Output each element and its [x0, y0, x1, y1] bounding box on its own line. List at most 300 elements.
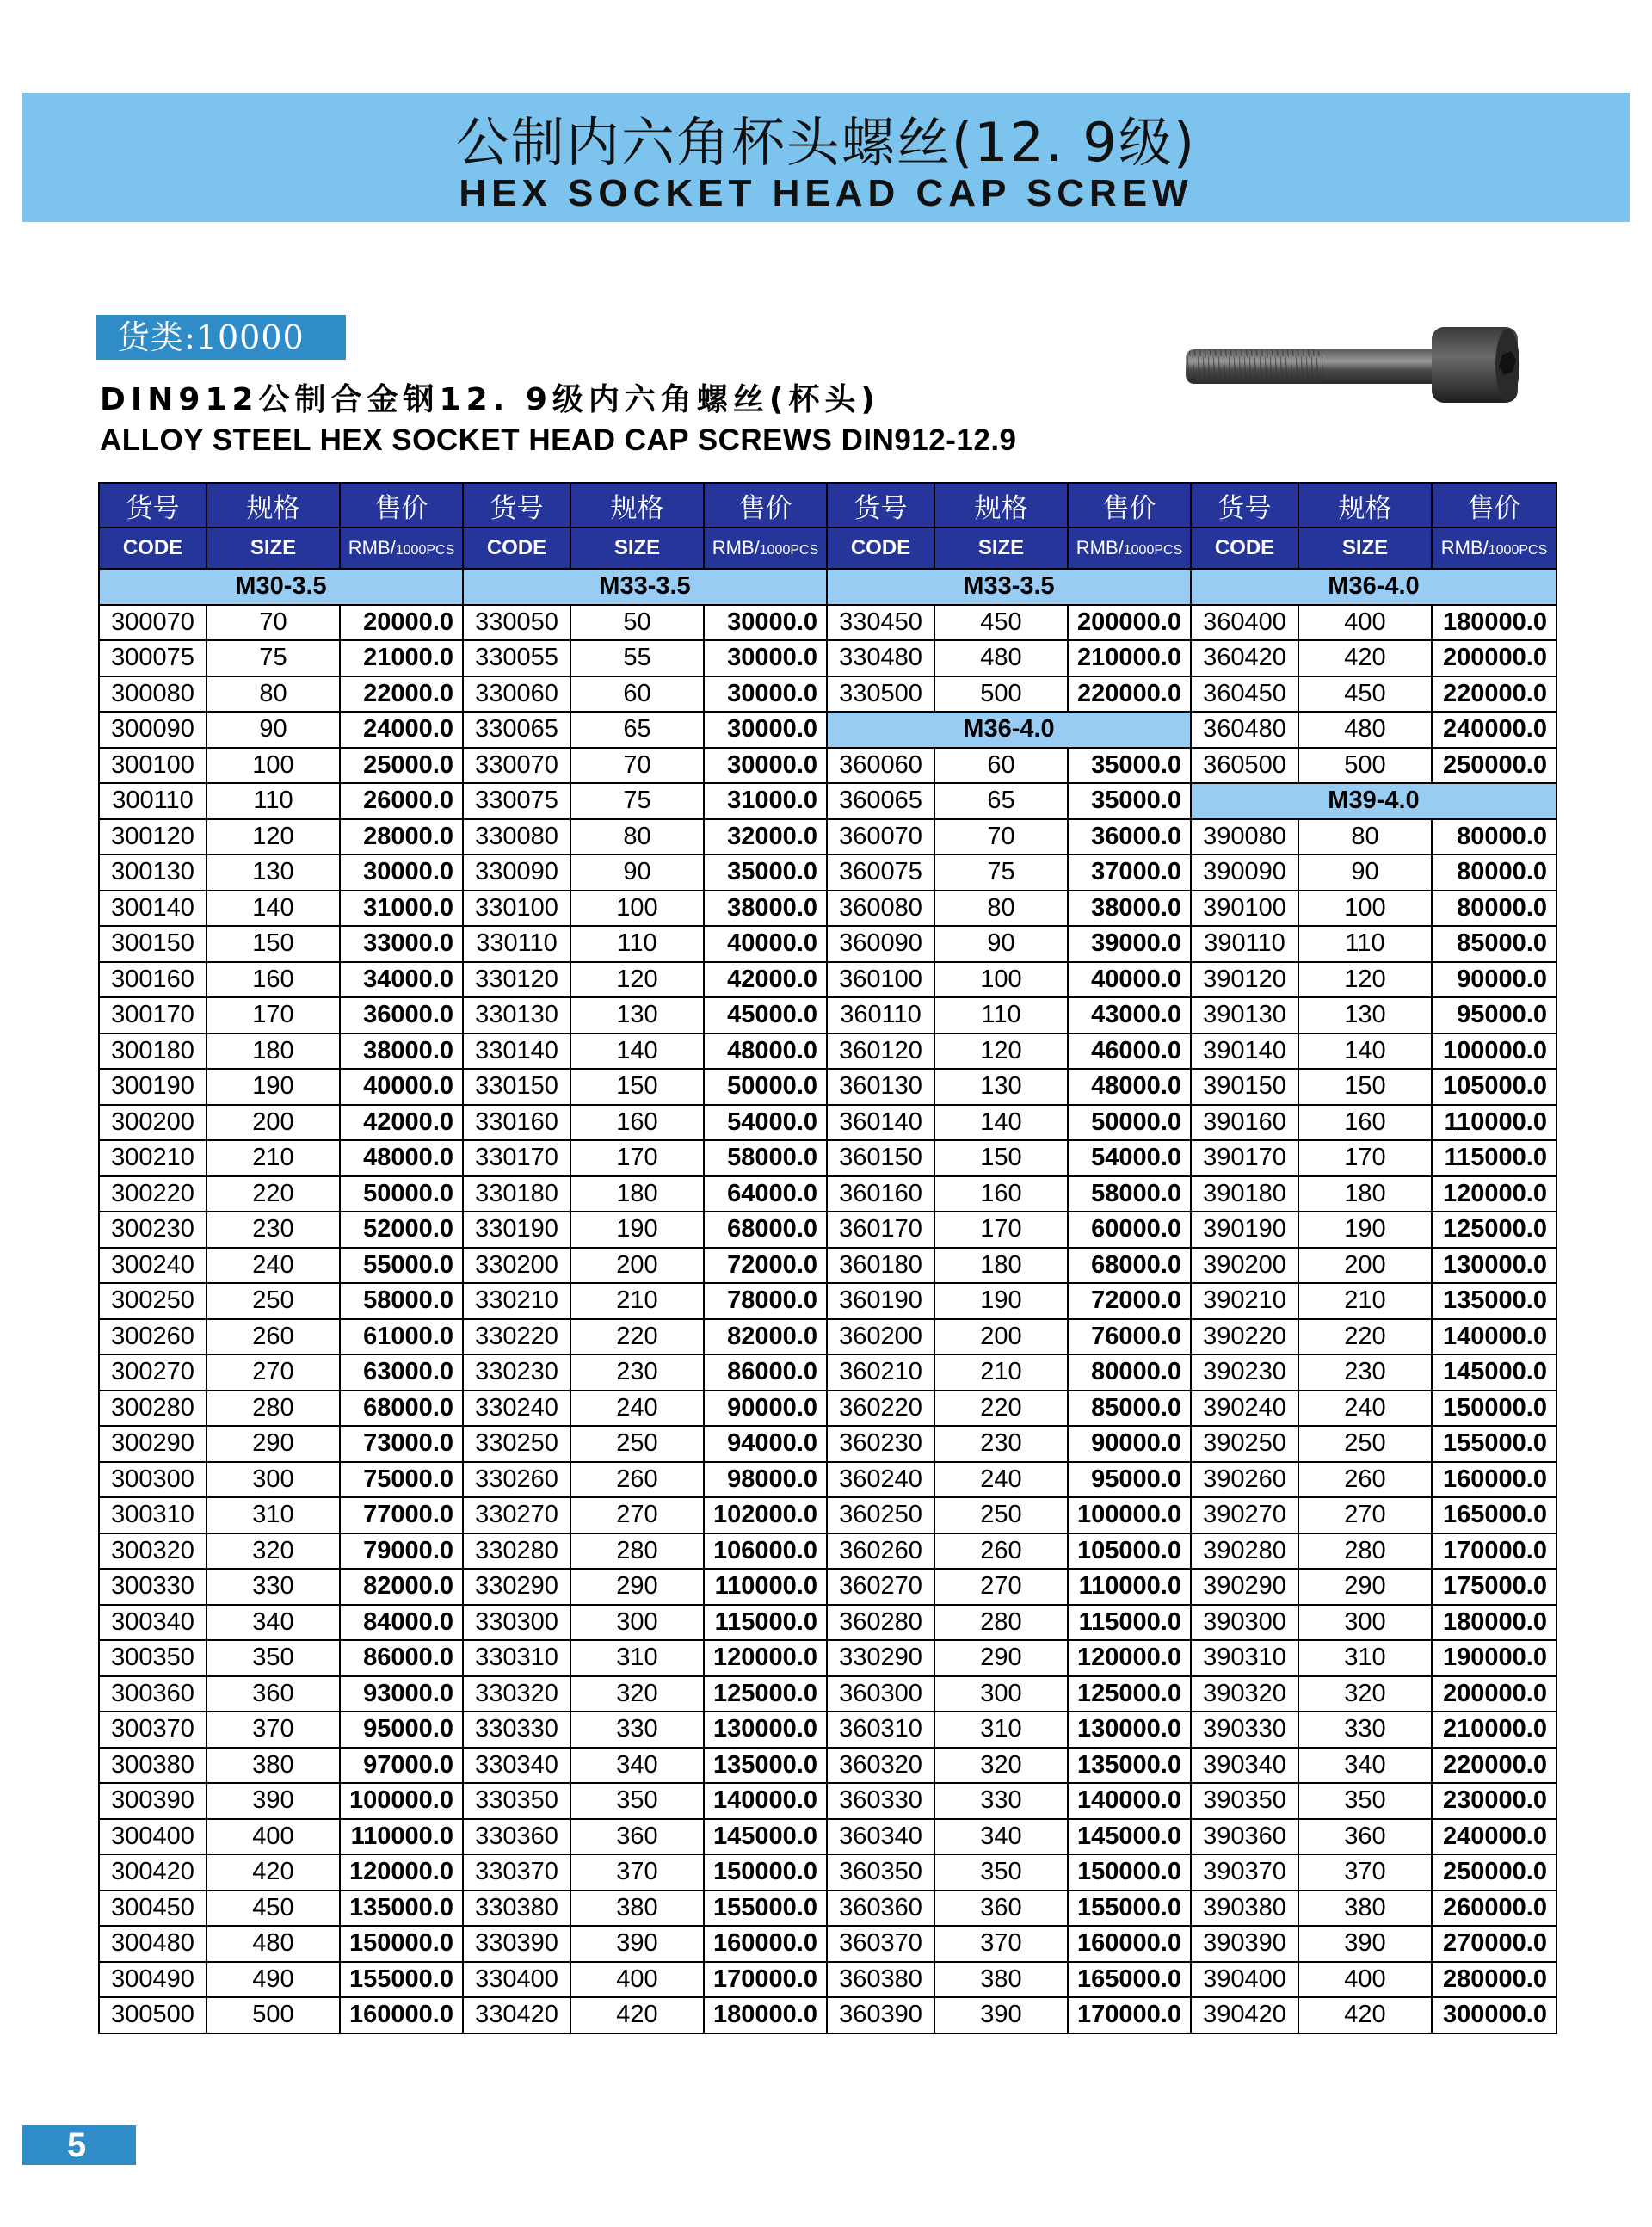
- price-cell: 35000.0: [704, 854, 827, 891]
- size-cell: 360: [570, 1819, 704, 1855]
- size-cell: 290: [934, 1640, 1068, 1676]
- price-cell: 43000.0: [1068, 997, 1191, 1033]
- table-row: [99, 1426, 1556, 1462]
- code-cell: 330050: [463, 605, 570, 641]
- price-cell: 100000.0: [1432, 1033, 1556, 1070]
- size-cell: 120: [934, 1033, 1068, 1070]
- size-cell: 480: [1298, 712, 1432, 748]
- price-cell: 68000.0: [704, 1212, 827, 1248]
- size-cell: 250: [934, 1497, 1068, 1533]
- size-cell: 270: [1298, 1497, 1432, 1533]
- price-cell: 105000.0: [1068, 1533, 1191, 1570]
- size-cell: 150: [934, 1140, 1068, 1176]
- table-row: [99, 1176, 1556, 1212]
- price-cell: 40000.0: [340, 1069, 463, 1105]
- table-row: [99, 1819, 1556, 1855]
- size-cell: 250: [570, 1426, 704, 1462]
- table-row: [99, 1140, 1556, 1176]
- header-size-en: SIZE: [206, 527, 340, 569]
- size-cell: 330: [206, 1569, 340, 1605]
- size-cell: 180: [206, 1033, 340, 1070]
- price-cell: 155000.0: [704, 1891, 827, 1927]
- header-price-unit: [1068, 527, 1191, 569]
- price-cell: 250000.0: [1432, 1854, 1556, 1891]
- code-cell: 390290: [1191, 1569, 1298, 1605]
- price-cell: 48000.0: [1068, 1069, 1191, 1105]
- price-cell: 95000.0: [1068, 1462, 1191, 1498]
- size-cell: 320: [206, 1533, 340, 1570]
- price-cell: 35000.0: [1068, 783, 1191, 819]
- price-cell: 200000.0: [1432, 640, 1556, 676]
- price-cell: 135000.0: [1432, 1283, 1556, 1319]
- price-cell: 20000.0: [340, 605, 463, 641]
- table-row: [99, 891, 1556, 927]
- size-cell: 80: [934, 891, 1068, 927]
- table-row: [99, 748, 1556, 784]
- size-cell: 190: [570, 1212, 704, 1248]
- size-cell: 70: [570, 748, 704, 784]
- price-cell: 250000.0: [1432, 748, 1556, 784]
- table-row: [99, 1533, 1556, 1570]
- header-size-en: SIZE: [934, 527, 1068, 569]
- price-cell: 170000.0: [1432, 1533, 1556, 1570]
- code-cell: 300290: [99, 1426, 206, 1462]
- size-cell: 230: [1298, 1354, 1432, 1391]
- size-cell: 210: [206, 1140, 340, 1176]
- size-cell: 90: [1298, 854, 1432, 891]
- price-cell: 100000.0: [340, 1783, 463, 1819]
- price-cell: 125000.0: [1432, 1212, 1556, 1248]
- size-cell: 80: [570, 819, 704, 855]
- size-cell: 110: [206, 783, 340, 819]
- code-cell: 360390: [827, 1997, 934, 2033]
- size-cell: 240: [570, 1391, 704, 1427]
- table-row: [99, 1105, 1556, 1141]
- size-cell: 390: [1298, 1926, 1432, 1962]
- size-cell: 140: [934, 1105, 1068, 1141]
- code-cell: 300380: [99, 1748, 206, 1784]
- code-cell: 300075: [99, 640, 206, 676]
- table-row: [99, 1712, 1556, 1748]
- size-cell: 65: [570, 712, 704, 748]
- code-cell: 300070: [99, 605, 206, 641]
- code-cell: 360300: [827, 1676, 934, 1712]
- price-cell: 35000.0: [1068, 748, 1191, 784]
- code-cell: 330140: [463, 1033, 570, 1070]
- code-cell: 330300: [463, 1605, 570, 1641]
- table-row: [99, 1962, 1556, 1998]
- size-cell: 310: [934, 1712, 1068, 1748]
- size-cell: 130: [206, 854, 340, 891]
- price-table: [98, 482, 1557, 2034]
- price-cell: 240000.0: [1432, 1819, 1556, 1855]
- code-cell: 390360: [1191, 1819, 1298, 1855]
- code-cell: 300170: [99, 997, 206, 1033]
- table-row: [99, 1676, 1556, 1712]
- code-cell: 330290: [827, 1640, 934, 1676]
- code-cell: 390270: [1191, 1497, 1298, 1533]
- price-cell: 21000.0: [340, 640, 463, 676]
- price-cell: 135000.0: [1068, 1748, 1191, 1784]
- price-cell: 75000.0: [340, 1462, 463, 1498]
- price-cell: 280000.0: [1432, 1962, 1556, 1998]
- code-cell: 360065: [827, 783, 934, 819]
- code-cell: 330070: [463, 748, 570, 784]
- price-unit-pcs: 1000PCS: [395, 543, 455, 558]
- code-cell: 330390: [463, 1926, 570, 1962]
- price-cell: 40000.0: [704, 926, 827, 962]
- price-cell: 76000.0: [1068, 1319, 1191, 1355]
- size-cell: 210: [570, 1283, 704, 1319]
- size-cell: 190: [206, 1069, 340, 1105]
- size-cell: 190: [1298, 1212, 1432, 1248]
- code-cell: 330150: [463, 1069, 570, 1105]
- size-cell: 300: [1298, 1605, 1432, 1641]
- size-cell: 200: [934, 1319, 1068, 1355]
- code-cell: 360320: [827, 1748, 934, 1784]
- price-cell: 82000.0: [340, 1569, 463, 1605]
- size-cell: 130: [570, 997, 704, 1033]
- size-cell: 310: [570, 1640, 704, 1676]
- size-cell: 220: [206, 1176, 340, 1212]
- code-cell: 330220: [463, 1319, 570, 1355]
- size-cell: 110: [934, 997, 1068, 1033]
- price-cell: 260000.0: [1432, 1891, 1556, 1927]
- price-cell: 22000.0: [340, 676, 463, 713]
- size-group-header: M36-4.0: [1191, 569, 1556, 605]
- size-group-header: M33-3.5: [463, 569, 827, 605]
- price-cell: 210000.0: [1432, 1712, 1556, 1748]
- size-cell: 75: [206, 640, 340, 676]
- price-cell: 64000.0: [704, 1176, 827, 1212]
- table-row: [99, 1783, 1556, 1819]
- table-row: [99, 1605, 1556, 1641]
- code-cell: 360090: [827, 926, 934, 962]
- code-cell: 330340: [463, 1748, 570, 1784]
- code-cell: 360340: [827, 1819, 934, 1855]
- size-cell: 320: [934, 1748, 1068, 1784]
- price-cell: 50000.0: [704, 1069, 827, 1105]
- size-cell: 180: [1298, 1176, 1432, 1212]
- size-cell: 380: [206, 1748, 340, 1784]
- code-cell: 300190: [99, 1069, 206, 1105]
- header-code-en: CODE: [99, 527, 206, 569]
- code-cell: 360210: [827, 1354, 934, 1391]
- price-cell: 80000.0: [1432, 891, 1556, 927]
- code-cell: 390400: [1191, 1962, 1298, 1998]
- table-row: [99, 1926, 1556, 1962]
- code-cell: 360100: [827, 962, 934, 998]
- code-cell: 360480: [1191, 712, 1298, 748]
- price-cell: 270000.0: [1432, 1926, 1556, 1962]
- price-unit-pcs: 1000PCS: [759, 543, 819, 558]
- code-cell: 300180: [99, 1033, 206, 1070]
- price-cell: 58000.0: [1068, 1176, 1191, 1212]
- code-cell: 360220: [827, 1391, 934, 1427]
- header-code-en: CODE: [827, 527, 934, 569]
- size-cell: 340: [1298, 1748, 1432, 1784]
- size-cell: 370: [1298, 1854, 1432, 1891]
- price-cell: 97000.0: [340, 1748, 463, 1784]
- header-size-cn: 规格: [1298, 483, 1432, 527]
- code-cell: 300400: [99, 1819, 206, 1855]
- code-cell: 330260: [463, 1462, 570, 1498]
- header-size-cn: 规格: [570, 483, 704, 527]
- code-cell: 390220: [1191, 1319, 1298, 1355]
- code-cell: 390350: [1191, 1783, 1298, 1819]
- size-cell: 420: [206, 1854, 340, 1891]
- price-cell: 155000.0: [1432, 1426, 1556, 1462]
- size-cell: 260: [206, 1319, 340, 1355]
- size-cell: 55: [570, 640, 704, 676]
- code-cell: 390300: [1191, 1605, 1298, 1641]
- price-cell: 180000.0: [1432, 1605, 1556, 1641]
- code-cell: 390200: [1191, 1248, 1298, 1284]
- code-cell: 330180: [463, 1176, 570, 1212]
- size-cell: 220: [934, 1391, 1068, 1427]
- price-cell: 115000.0: [704, 1605, 827, 1641]
- price-cell: 220000.0: [1432, 676, 1556, 713]
- code-cell: 330420: [463, 1997, 570, 2033]
- size-cell: 300: [206, 1462, 340, 1498]
- price-cell: 220000.0: [1068, 676, 1191, 713]
- price-cell: 80000.0: [1068, 1354, 1191, 1391]
- price-cell: 79000.0: [340, 1533, 463, 1570]
- code-cell: 390130: [1191, 997, 1298, 1033]
- size-cell: 150: [1298, 1069, 1432, 1105]
- screw-image: [1182, 322, 1526, 408]
- size-cell: 420: [570, 1997, 704, 2033]
- code-cell: 300370: [99, 1712, 206, 1748]
- size-cell: 280: [570, 1533, 704, 1570]
- header-price-unit: [704, 527, 827, 569]
- header-row-en: [99, 527, 1556, 569]
- price-cell: 55000.0: [340, 1248, 463, 1284]
- price-cell: 28000.0: [340, 819, 463, 855]
- code-cell: 390160: [1191, 1105, 1298, 1141]
- price-cell: 77000.0: [340, 1497, 463, 1533]
- size-cell: 290: [206, 1426, 340, 1462]
- price-unit-pcs: 1000PCS: [1488, 543, 1548, 558]
- price-cell: 120000.0: [1068, 1640, 1191, 1676]
- price-cell: 130000.0: [1432, 1248, 1556, 1284]
- page-title-cn: 公制内六角杯头螺丝(12. 9级): [455, 111, 1197, 174]
- price-cell: 30000.0: [704, 640, 827, 676]
- size-group-header: M30-3.5: [99, 569, 463, 605]
- size-cell: 170: [206, 997, 340, 1033]
- header-price-cn: 售价: [340, 483, 463, 527]
- header-price-unit: [340, 527, 463, 569]
- table-row: [99, 1319, 1556, 1355]
- size-cell: 220: [570, 1319, 704, 1355]
- size-cell: 400: [570, 1962, 704, 1998]
- size-cell: 100: [1298, 891, 1432, 927]
- code-cell: 390370: [1191, 1854, 1298, 1891]
- code-cell: 300140: [99, 891, 206, 927]
- size-cell: 160: [206, 962, 340, 998]
- price-cell: 73000.0: [340, 1426, 463, 1462]
- code-cell: 360120: [827, 1033, 934, 1070]
- size-cell: 240: [206, 1248, 340, 1284]
- code-cell: 360140: [827, 1105, 934, 1141]
- code-cell: 390340: [1191, 1748, 1298, 1784]
- code-cell: 360110: [827, 997, 934, 1033]
- price-unit-label: RMB/: [1440, 537, 1489, 558]
- code-cell: 360250: [827, 1497, 934, 1533]
- price-cell: 90000.0: [1068, 1426, 1191, 1462]
- size-cell: 310: [206, 1497, 340, 1533]
- code-cell: 330060: [463, 676, 570, 713]
- code-cell: 300330: [99, 1569, 206, 1605]
- size-cell: 450: [934, 605, 1068, 641]
- code-cell: 330240: [463, 1391, 570, 1427]
- price-cell: 155000.0: [340, 1962, 463, 1998]
- size-cell: 200: [1298, 1248, 1432, 1284]
- size-cell: 390: [206, 1783, 340, 1819]
- price-cell: 86000.0: [704, 1354, 827, 1391]
- size-cell: 500: [206, 1997, 340, 2033]
- category-label: 货类:10000: [96, 315, 346, 360]
- code-cell: 330170: [463, 1140, 570, 1176]
- size-cell: 290: [1298, 1569, 1432, 1605]
- price-cell: 130000.0: [704, 1712, 827, 1748]
- price-cell: 42000.0: [704, 962, 827, 998]
- price-cell: 78000.0: [704, 1283, 827, 1319]
- price-cell: 190000.0: [1432, 1640, 1556, 1676]
- code-cell: 330320: [463, 1676, 570, 1712]
- size-cell: 390: [934, 1997, 1068, 2033]
- price-cell: 85000.0: [1432, 926, 1556, 962]
- table-row: [99, 1462, 1556, 1498]
- title-banner: [22, 93, 1630, 222]
- table-row: [99, 783, 1556, 819]
- code-cell: 330350: [463, 1783, 570, 1819]
- code-cell: 330120: [463, 962, 570, 998]
- price-cell: 93000.0: [340, 1676, 463, 1712]
- code-cell: 300240: [99, 1248, 206, 1284]
- code-cell: 330090: [463, 854, 570, 891]
- size-cell: 130: [1298, 997, 1432, 1033]
- size-cell: 120: [206, 819, 340, 855]
- table-row: [99, 854, 1556, 891]
- price-cell: 200000.0: [1068, 605, 1191, 641]
- subtitle-en: ALLOY STEEL HEX SOCKET HEAD CAP SCREWS DIN912-12.9: [100, 423, 1017, 457]
- table-row: [99, 1748, 1556, 1784]
- code-cell: 390250: [1191, 1426, 1298, 1462]
- size-cell: 260: [934, 1533, 1068, 1570]
- price-cell: 170000.0: [704, 1962, 827, 1998]
- code-cell: 360070: [827, 819, 934, 855]
- size-cell: 360: [934, 1891, 1068, 1927]
- size-cell: 180: [934, 1248, 1068, 1284]
- table-row: [99, 1069, 1556, 1105]
- code-cell: 360190: [827, 1283, 934, 1319]
- code-cell: 330310: [463, 1640, 570, 1676]
- table-row: [99, 997, 1556, 1033]
- code-cell: 300490: [99, 1962, 206, 1998]
- size-cell: 240: [934, 1462, 1068, 1498]
- code-cell: 330370: [463, 1854, 570, 1891]
- table-row: [99, 1854, 1556, 1891]
- code-cell: 330100: [463, 891, 570, 927]
- code-cell: 360400: [1191, 605, 1298, 641]
- size-cell: 75: [934, 854, 1068, 891]
- price-cell: 165000.0: [1068, 1962, 1191, 1998]
- size-cell: 380: [1298, 1891, 1432, 1927]
- price-cell: 31000.0: [704, 783, 827, 819]
- price-cell: 30000.0: [704, 676, 827, 713]
- size-cell: 340: [206, 1605, 340, 1641]
- price-cell: 54000.0: [1068, 1140, 1191, 1176]
- price-cell: 63000.0: [340, 1354, 463, 1391]
- code-cell: 330230: [463, 1354, 570, 1391]
- page-title-en: HEX SOCKET HEAD CAP SCREW: [459, 172, 1193, 214]
- size-cell: 260: [570, 1462, 704, 1498]
- code-cell: 330250: [463, 1426, 570, 1462]
- code-cell: 390420: [1191, 1997, 1298, 2033]
- size-cell: 75: [570, 783, 704, 819]
- code-cell: 360130: [827, 1069, 934, 1105]
- code-cell: 390140: [1191, 1033, 1298, 1070]
- code-cell: 330380: [463, 1891, 570, 1927]
- size-cell: 370: [206, 1712, 340, 1748]
- size-cell: 240: [1298, 1391, 1432, 1427]
- price-cell: 38000.0: [340, 1033, 463, 1070]
- header-size-cn: 规格: [934, 483, 1068, 527]
- size-cell: 220: [1298, 1319, 1432, 1355]
- size-cell: 420: [1298, 1997, 1432, 2033]
- table-row: [99, 1212, 1556, 1248]
- price-cell: 140000.0: [1068, 1783, 1191, 1819]
- price-cell: 135000.0: [340, 1891, 463, 1927]
- size-cell: 280: [934, 1605, 1068, 1641]
- price-cell: 145000.0: [1068, 1819, 1191, 1855]
- price-cell: 110000.0: [1432, 1105, 1556, 1141]
- size-cell: 330: [570, 1712, 704, 1748]
- size-cell: 300: [934, 1676, 1068, 1712]
- size-cell: 110: [570, 926, 704, 962]
- table-row: [99, 676, 1556, 713]
- price-cell: 52000.0: [340, 1212, 463, 1248]
- code-cell: 330290: [463, 1569, 570, 1605]
- code-cell: 390180: [1191, 1176, 1298, 1212]
- price-cell: 150000.0: [340, 1926, 463, 1962]
- price-cell: 110000.0: [340, 1819, 463, 1855]
- size-cell: 370: [570, 1854, 704, 1891]
- price-cell: 90000.0: [1432, 962, 1556, 998]
- size-cell: 390: [570, 1926, 704, 1962]
- price-cell: 40000.0: [1068, 962, 1191, 998]
- size-cell: 170: [934, 1212, 1068, 1248]
- price-cell: 72000.0: [1068, 1283, 1191, 1319]
- price-unit-label: RMB/: [712, 537, 760, 558]
- size-cell: 230: [206, 1212, 340, 1248]
- code-cell: 330130: [463, 997, 570, 1033]
- table-row: [99, 569, 1556, 605]
- size-cell: 100: [934, 962, 1068, 998]
- code-cell: 300480: [99, 1926, 206, 1962]
- price-cell: 150000.0: [704, 1854, 827, 1891]
- size-cell: 200: [570, 1248, 704, 1284]
- code-cell: 300220: [99, 1176, 206, 1212]
- code-cell: 360280: [827, 1605, 934, 1641]
- header-code-en: CODE: [463, 527, 570, 569]
- code-cell: 330110: [463, 926, 570, 962]
- price-cell: 240000.0: [1432, 712, 1556, 748]
- size-cell: 360: [1298, 1819, 1432, 1855]
- table-row: [99, 1891, 1556, 1927]
- size-cell: 300: [570, 1605, 704, 1641]
